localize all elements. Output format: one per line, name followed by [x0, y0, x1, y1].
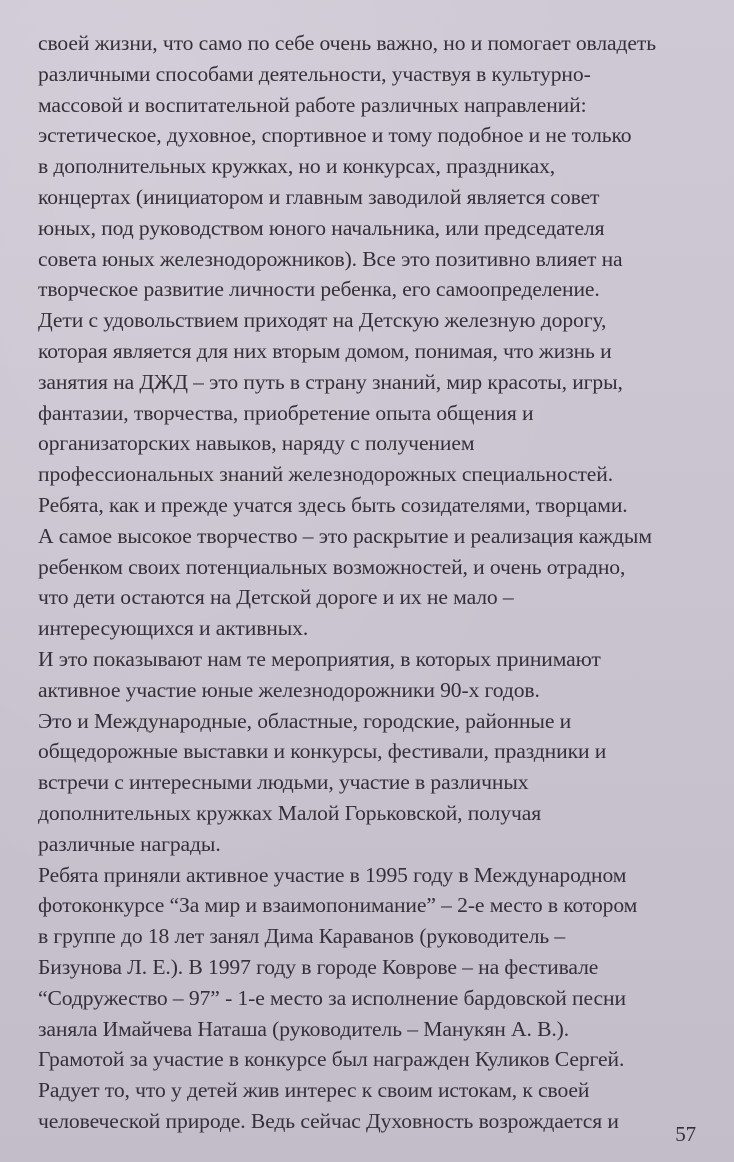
- text-line: в группе до 18 лет занял Дима Караванов (руководитель –: [38, 924, 566, 949]
- text-line: творческое развитие личности ребенка, его самоопределение.: [38, 277, 600, 302]
- text-line: Дети с удовольствием приходят на Детскую железную дорогу,: [38, 308, 607, 333]
- text-line: своей жизни, что само по себе очень важно, но и помогает овладеть: [38, 31, 656, 55]
- text-line: Ребята, как и прежде учатся здесь быть созидателями, творцами.: [38, 492, 628, 517]
- text-line: общедорожные выставки и конкурсы, фестивали, праздники и: [38, 739, 607, 764]
- text-line: Радует то, что у детей жив интерес к своим истокам, к своей: [38, 1078, 590, 1103]
- text-line: юных, под руководством юного начальника, или председателя: [38, 215, 605, 240]
- text-line: организаторских навыков, наряду с получением: [38, 431, 475, 456]
- text-line: заняла Имайчева Наташа (руководитель – Манукян А. В.).: [38, 1016, 570, 1041]
- text-line: дополнительных кружках Малой Горьковской, получая: [38, 800, 542, 825]
- text-line: совета юных железнодорожников). Все это позитивно влияет на: [38, 246, 623, 271]
- text-line: интересующихся и активных.: [38, 616, 309, 641]
- text-line: А самое высокое творчество – это раскрытие и реализация каждым: [38, 523, 652, 548]
- text-line: И это показывают нам те мероприятия, в которых принимают: [38, 646, 601, 671]
- text-line: фантазии, творчества, приобретение опыта общения и: [38, 400, 534, 425]
- text-line: встречи с интересными людьми, участие в различных: [38, 770, 529, 795]
- text-line: занятия на ДЖД – это путь в страну знаний, мир красоты, игры,: [38, 369, 623, 394]
- text-line: Это и Международные, областные, городские, районные и: [38, 708, 572, 733]
- text-line: профессиональных знаний железнодорожных специальностей.: [38, 462, 614, 487]
- text-line: что дети остаются на Детской дороге и их не мало –: [38, 585, 514, 610]
- text-line: различными способами деятельности, участвуя в культурно-: [38, 61, 591, 86]
- text-line: ребенком своих потенциальных возможностей, и очень отрадно,: [38, 554, 626, 579]
- text-line: Бизунова Л. Е.). В 1997 году в городе Коврове – на фестивале: [38, 954, 599, 979]
- text-line: в дополнительных кружках, но и конкурсах, праздниках,: [38, 154, 556, 179]
- text-line: активное участие юные железнодорожники 90-х годов.: [38, 677, 540, 702]
- text-line: которая является для них вторым домом, понимая, что жизнь и: [38, 338, 612, 363]
- text-line: Ребята приняли активное участие в 1995 году в Международном: [38, 862, 627, 887]
- page-text: [38, 28, 708, 1137]
- page-number: 57: [675, 1122, 696, 1147]
- text-line: эстетическое, духовное, спортивное и тому подобное и не только: [38, 123, 632, 148]
- text-line: различные награды.: [38, 831, 221, 856]
- text-line: массовой и воспитательной работе различных направлений:: [38, 92, 587, 117]
- text-line: концертах (инициатором и главным заводилой является совет: [38, 184, 600, 209]
- text-line: Грамотой за участие в конкурсе был награжден Куликов Сергей.: [38, 1047, 625, 1072]
- text-line: человеческой природе. Ведь сейчас Духовность возрождается и: [38, 1108, 619, 1133]
- text-line: “Содружество – 97” - 1-е место за исполнение бардовской песни: [38, 985, 626, 1010]
- text-line: фотоконкурсе “За мир и взаимопонимание” – 2-е место в котором: [38, 893, 638, 918]
